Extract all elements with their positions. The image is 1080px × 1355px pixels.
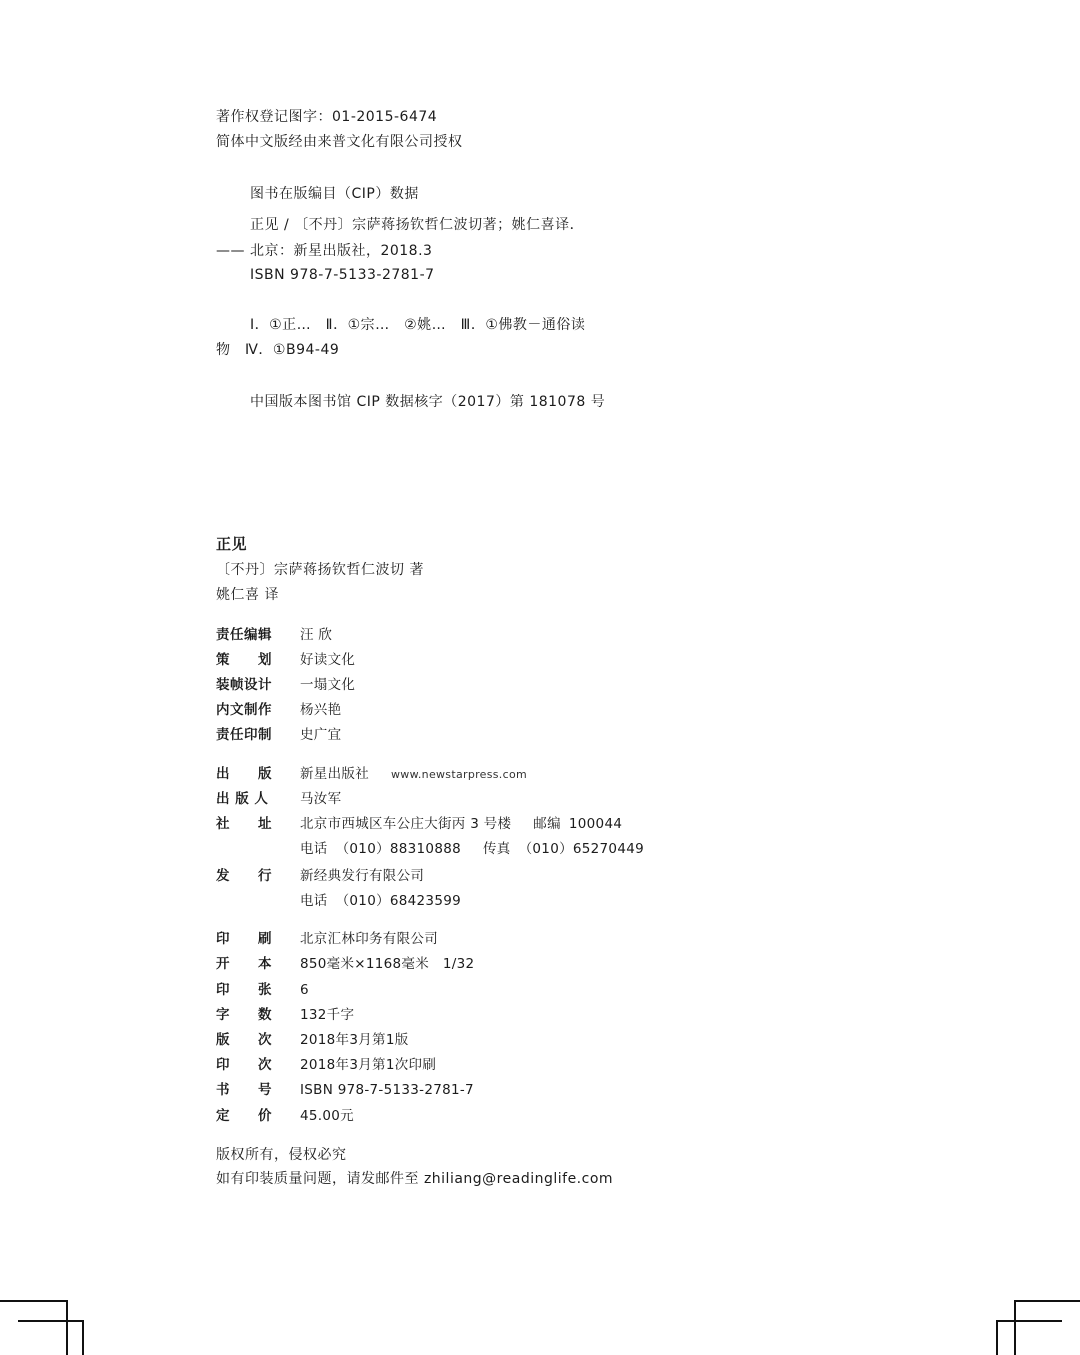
cip-line-4: Ⅰ．①正… Ⅱ．①宗… ②姚… Ⅲ．①佛教－通俗读: [250, 317, 586, 333]
print-row: 印 次 2018年3月第1次印刷: [216, 1057, 437, 1073]
staff-row: 责任编辑 汪 欣: [216, 627, 333, 643]
distributor-phone-row: 电话 （010）68423599: [300, 893, 461, 909]
phone-row: 电话 （010）88310888 传真 （010）65270449: [300, 841, 644, 857]
crop-mark-right-h: [1014, 1300, 1080, 1302]
publisher-person-row: 出 版 人 马汝军: [216, 791, 342, 807]
distributor-row: 发 行 新经典发行有限公司: [216, 868, 425, 884]
cip-line-5: 物 Ⅳ．①B94-49: [216, 342, 340, 358]
crop-mark-right-h2: [996, 1320, 1062, 1322]
cip-isbn: ISBN 978-7-5133-2781-7: [250, 267, 435, 283]
copyright-license: 简体中文版经由来普文化有限公司授权: [216, 134, 463, 150]
rights-reserved: 版权所有，侵权必究: [216, 1147, 347, 1163]
crop-mark-left-v2: [82, 1320, 84, 1355]
book-title: 正见: [216, 535, 248, 553]
print-row: 书 号 ISBN 978-7-5133-2781-7: [216, 1082, 474, 1098]
copyright-reg-number: 著作权登记图字：01-2015-6474: [216, 109, 438, 125]
publisher-website: www.newstarpress.com: [391, 768, 528, 781]
cip-check-number: 中国版本图书馆 CIP 数据核字（2017）第 181078 号: [250, 394, 606, 410]
print-row: 字 数 132千字: [216, 1007, 355, 1023]
crop-mark-left-h2: [18, 1320, 82, 1322]
crop-mark-right-v2: [996, 1320, 998, 1355]
publisher-row: 出 版 新星出版社 www.newstarpress.com: [216, 766, 528, 782]
print-row: 印 刷 北京汇林印务有限公司: [216, 931, 438, 947]
cip-heading: 图书在版编目（CIP）数据: [250, 186, 419, 202]
print-row: 印 张 6: [216, 982, 309, 998]
address-row: 社 址 北京市西城区车公庄大街丙 3 号楼 邮编 100044: [216, 816, 623, 832]
book-translator: 姚仁喜 译: [216, 587, 279, 603]
staff-row: 装帧设计 一塌文化: [216, 677, 356, 693]
print-row: 开 本 850毫米×1168毫米 1/32: [216, 956, 475, 972]
rights-contact: 如有印装质量问题，请发邮件至 zhiliang@readinglife.com: [216, 1171, 614, 1187]
cip-line-1: 正见 / 〔不丹〕宗萨蒋扬钦哲仁波切著；姚仁喜译．: [250, 217, 585, 233]
crop-mark-left-v: [66, 1300, 68, 1355]
crop-mark-right-v: [1014, 1300, 1016, 1355]
cip-line-2: —— 北京：新星出版社，2018.3: [216, 243, 433, 259]
staff-row: 责任印制 史广宜: [216, 727, 342, 743]
crop-mark-left-h: [0, 1300, 66, 1302]
book-author: 〔不丹〕宗萨蒋扬钦哲仁波切 著: [216, 562, 424, 578]
print-row: 定 价 45.00元: [216, 1108, 354, 1124]
print-row: 版 次 2018年3月第1版: [216, 1032, 409, 1048]
staff-row: 策 划 好读文化: [216, 652, 356, 668]
staff-row: 内文制作 杨兴艳: [216, 702, 342, 718]
